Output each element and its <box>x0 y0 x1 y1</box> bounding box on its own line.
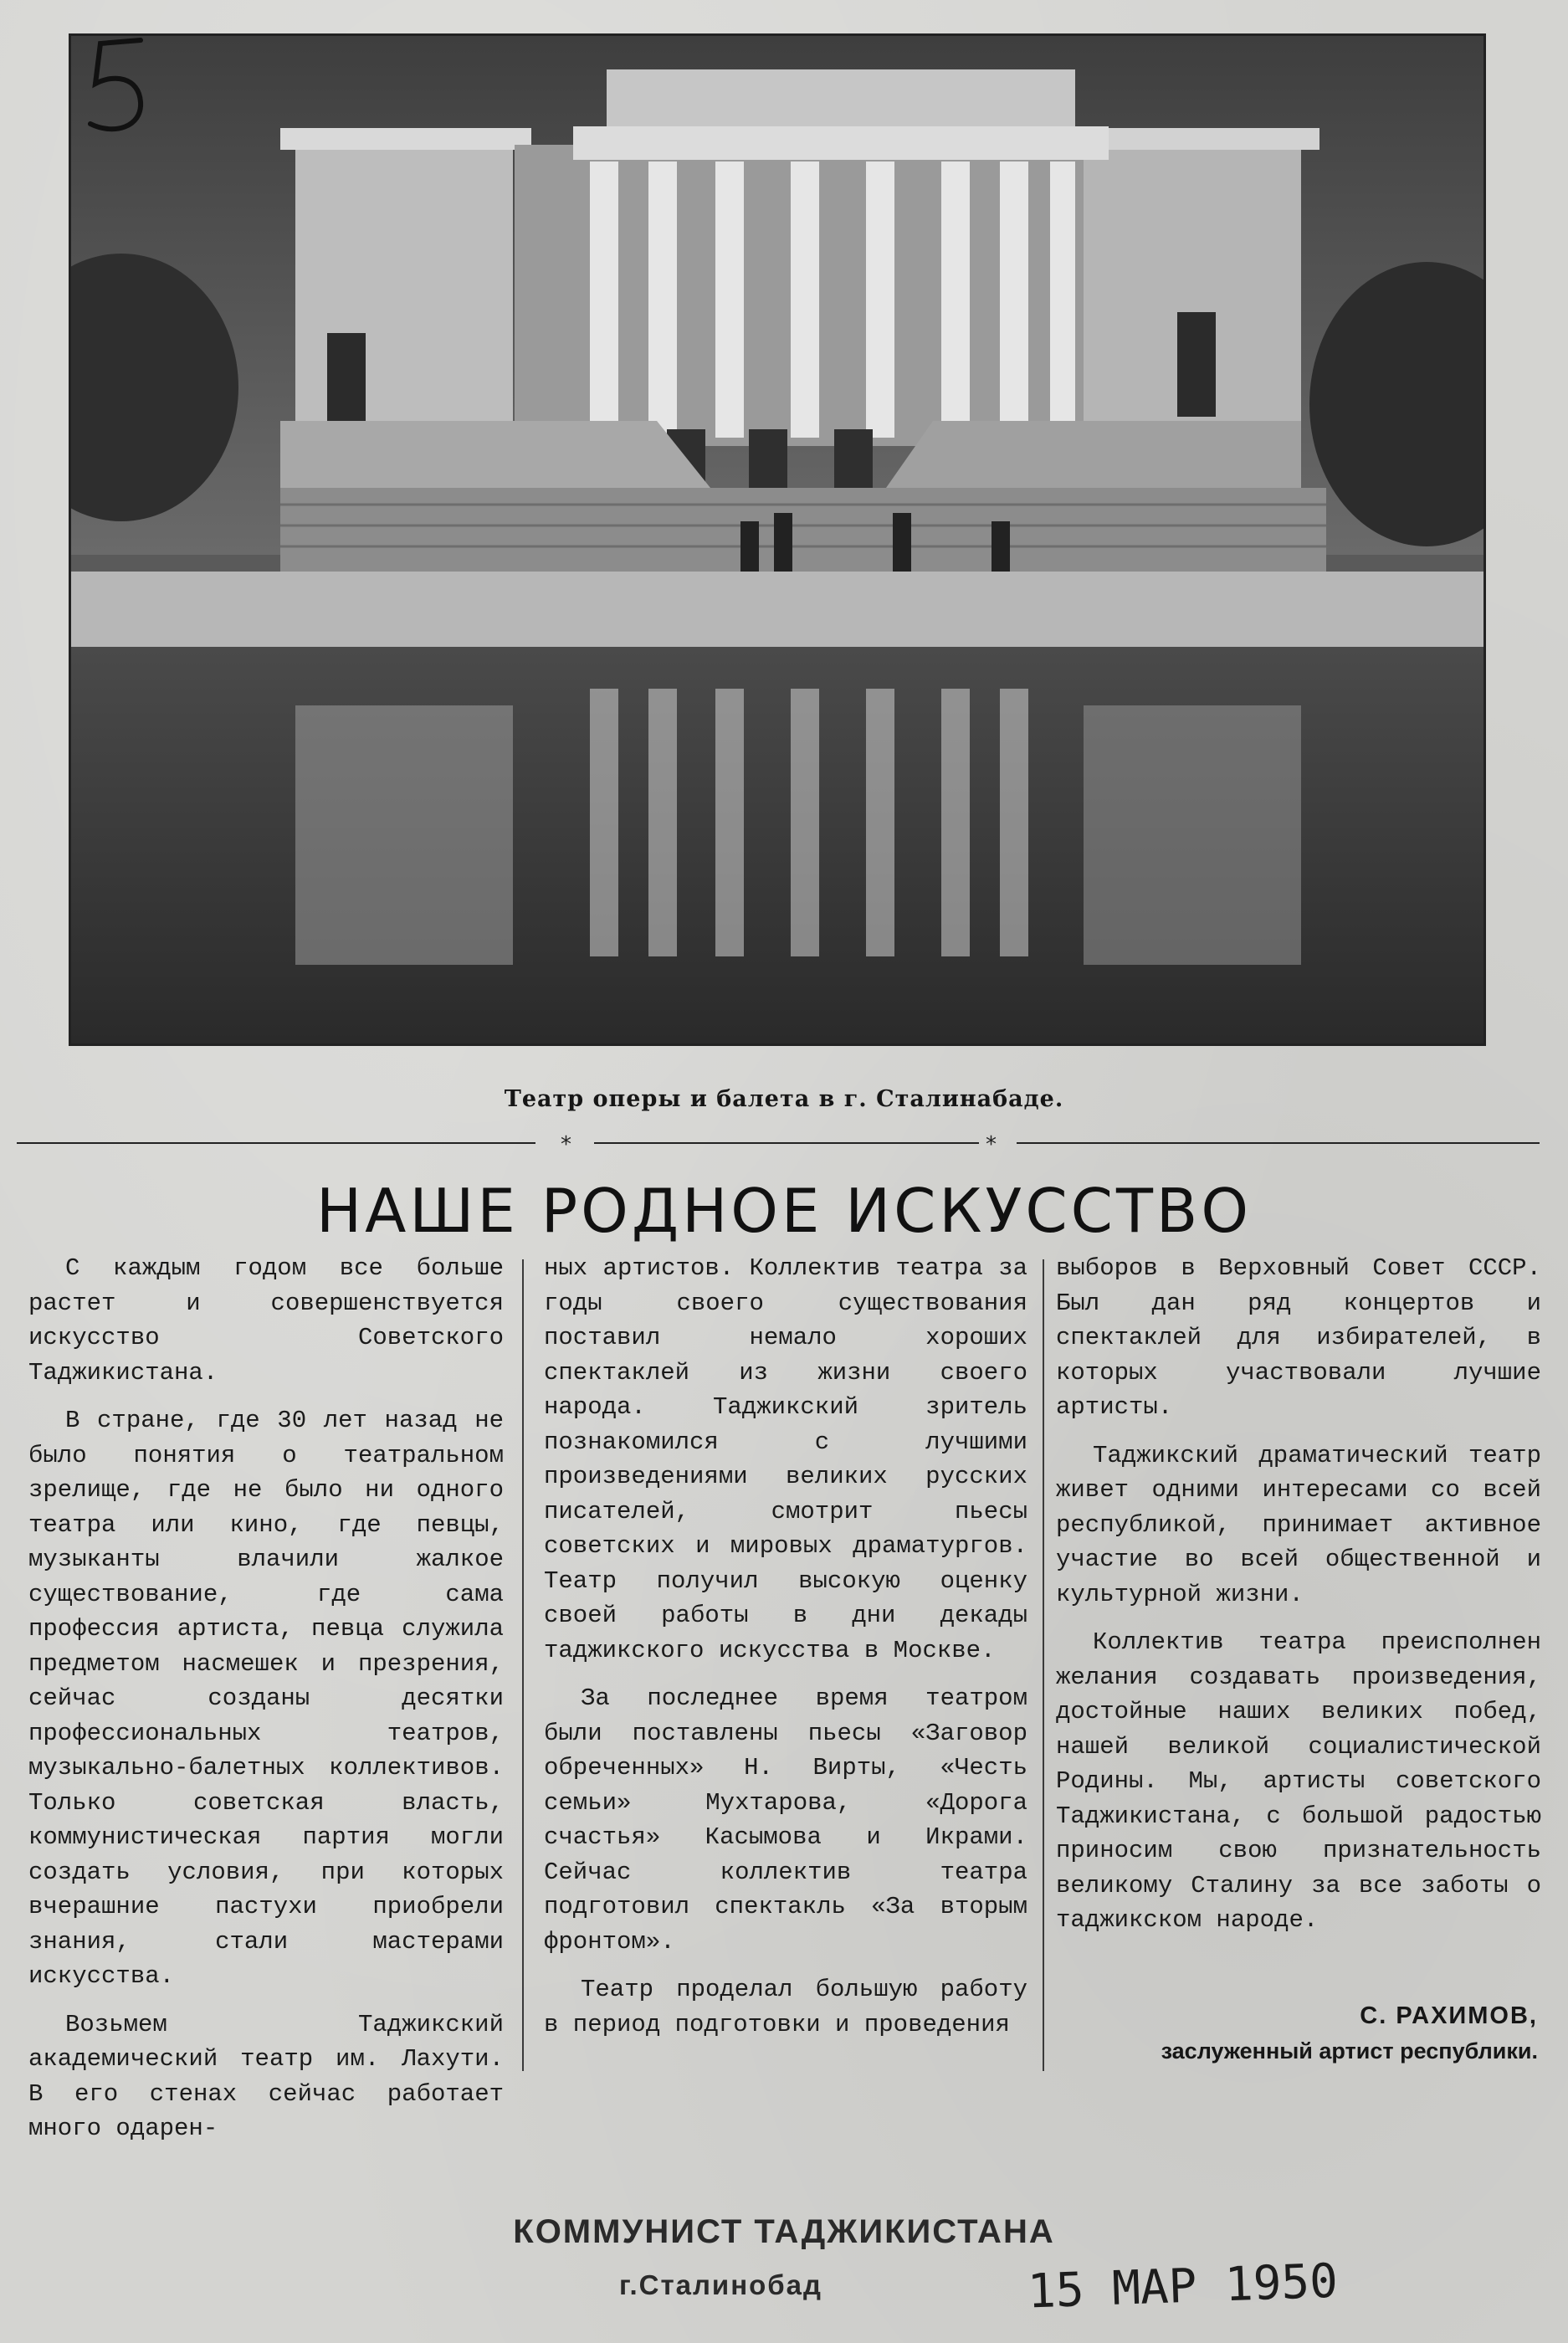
author-name: С. РАХИМОВ, <box>1360 2002 1538 2029</box>
section-divider <box>17 1131 1540 1156</box>
theatre-illustration <box>71 36 1483 1043</box>
paragraph: Таджикский драматический театр живет одними интересами со всей республикой, принимает активное участие во всей общественной и культурной жизни. <box>1056 1441 1541 1608</box>
stamp-date: 15 МАР 1950 <box>1026 2253 1339 2320</box>
article-headline: НАШЕ РОДНОЕ ИСКУССТВО <box>315 1176 1252 1246</box>
theatre-photo <box>69 33 1486 1046</box>
newspaper-stamp: КОММУНИСТ ТАДЖИКИСТАНА <box>513 2213 1055 2250</box>
svg-text:*: * <box>986 1132 997 1156</box>
paragraph: Возьмем Таджикский академический театр им. Лахути. В его стенах сейчас работает много одарен- <box>28 2010 504 2142</box>
paragraph: За последнее время театром были поставлены пьесы «Заговор обреченных» Н. Вирты, «Честь семьи» Мухтарова, «Дорога счастья» Касымова и Икрами. Сейчас коллектив театра подготовил спектакль «За вторым фронтом». <box>544 1684 1027 1956</box>
paragraph: Театр проделал большую работу в период подготовки и проведения <box>544 1976 1027 2038</box>
paragraph: выборов в Верховный Совет СССР. Был дан ряд концертов и спектаклей для избирателей, в которых участвовали лучшие артисты. <box>1056 1254 1541 1421</box>
column-rule <box>522 1259 524 2071</box>
author-title: заслуженный артист республики. <box>1161 2038 1538 2064</box>
article-column-2 <box>544 1251 1027 2042</box>
paragraph: С каждым годом все больше растет и совершенствуется искусство Советского Таджикистана. <box>28 1254 504 1387</box>
photo-caption: Театр оперы и балета в г. Сталинабаде. <box>504 1086 1064 1112</box>
paragraph: Коллектив театра преисполнен желания создавать произведения, достойные наших великих побед, нашей великой социалистической Родины. Мы, артисты советского Таджикистана, с большой радостью приносим свою признательность великому Сталину за все заботы о таджикском народе. <box>1056 1628 1541 1934</box>
paragraph: ных артистов. Коллектив театра за годы своего существования поставил немало хороших спектаклей из жизни своего народа. Таджикский зритель познакомился с лучшими произведениями великих русских писателей, смотрит пьесы советских и мировых драматургов. Театр получил высокую оценку своей работы в дни декады таджикского искусства в Москве. <box>544 1254 1027 1664</box>
article-column-1 <box>28 1251 504 2146</box>
paragraph: В стране, где 30 лет назад не было понятия о театральном зрелище, где не было ни одного театра или кино, где певцы, музыканты влачили жалкое существование, где сама профессия артиста, певца служила предметом насмешек и презрения, сейчас созданы десятки профессиональных театров, музыкально-балетных коллективов. Только советская власть, коммунистическая партия могли создать условия, при которых вчерашние пастухи приобрели знания, стали мастерами искусства. <box>28 1407 504 1990</box>
stamp-city: г.Сталинобад <box>619 2269 822 2300</box>
article-column-3 <box>1056 1251 1541 1938</box>
svg-text:*: * <box>561 1132 571 1156</box>
column-rule <box>1043 1259 1044 2071</box>
handwritten-page-number <box>80 33 156 142</box>
